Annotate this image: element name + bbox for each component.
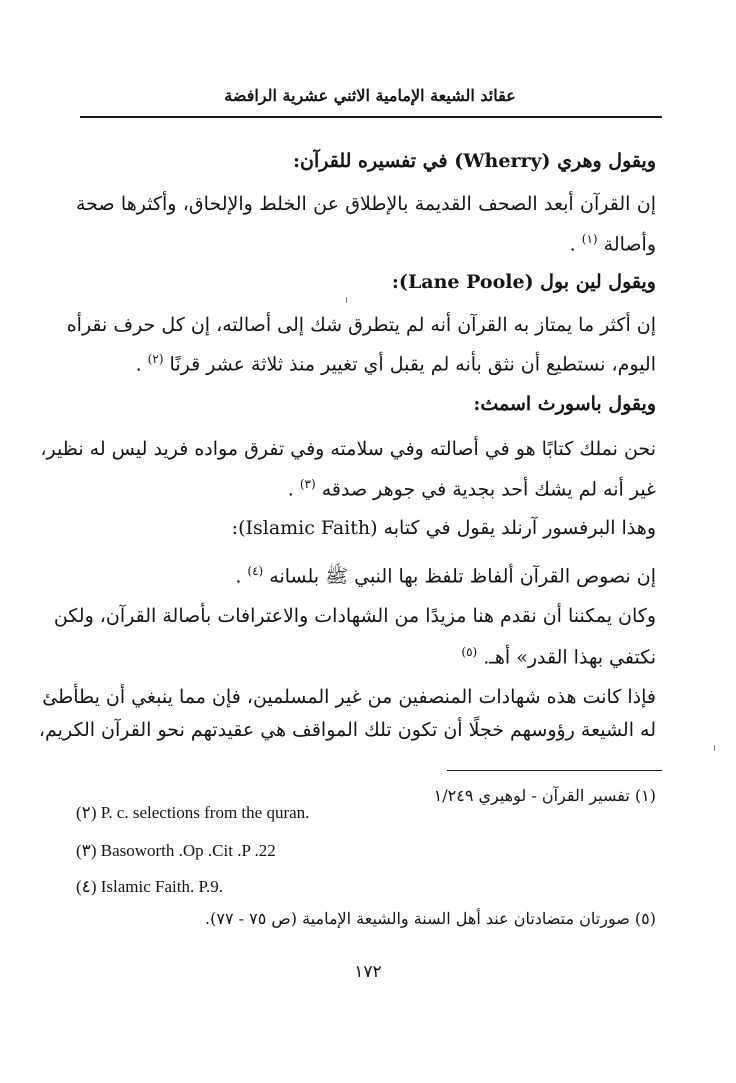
body-line-8: نحن نملك كتابًا هو في أصالته وفي سلامته وفي تفرق مواده فريد ليس له نظير،	[40, 438, 656, 460]
scan-speck	[714, 745, 715, 751]
footnote-1: (١) تفسير القرآن - لوهيري ١/٢٤٩	[433, 786, 656, 805]
body-line-3-text: وأصالة	[603, 233, 656, 256]
footnote-ref-4: (٤)	[247, 564, 264, 578]
period: .	[235, 565, 242, 588]
period: .	[569, 233, 576, 256]
footnote-ref-3: (٣)	[299, 477, 316, 491]
body-line-12: وكان يمكننا أن نقدم هنا مزيدًا من الشهادات والاعترافات بأصالة القرآن، ولكن	[53, 605, 656, 627]
body-line-11	[235, 557, 656, 590]
header-rule	[80, 116, 662, 118]
body-line-1: ويقول وهري (Wherry) في تفسيره للقرآن:	[293, 150, 656, 172]
body-line-6-text: اليوم، نستطيع أن نثق بأنه لم يقبل أي تغيير منذ ثلاثة عشر قرنًا	[169, 353, 656, 376]
body-line-4: ويقول لين بول (Lane Poole):	[391, 271, 656, 293]
page-number: ١٧٢	[354, 962, 382, 982]
period: .	[287, 478, 294, 501]
footnote-4: (٤) Islamic Faith. P.9.	[76, 877, 224, 896]
body-line-13-text: نكتفي بهذا القدر» أهـ.	[483, 646, 656, 669]
footnote-3: (٣) Basoworth .Op .Cit .P .22	[76, 841, 276, 860]
body-line-3	[570, 225, 656, 258]
body-line-9-text: غير أنه لم يشك أحد بجدية في جوهر صدقه	[321, 478, 656, 501]
body-line-14: فإذا كانت هذه شهادات المنصفين من غير المسلمين، فإن مما ينبغي أن يطأطئ	[42, 686, 656, 708]
footnote-2: (٢) P. c. selections from the quran.	[76, 803, 310, 822]
body-line-9	[288, 470, 656, 503]
body-line-11-text: إن نصوص القرآن ألفاظ تلفظ بها النبي ﷺ بلسانه	[269, 565, 656, 588]
body-line-15: له الشيعة رؤوسهم خجلًا أن تكون تلك المواقف هي عقيدتهم نحو القرآن الكريم،	[38, 719, 656, 741]
body-line-10: وهذا البرفسور آرنلد يقول في كتابه (Islamic Faith):	[231, 517, 656, 539]
footnote-ref-2: (٢)	[147, 352, 164, 366]
footnote-rule	[447, 770, 662, 771]
footnote-ref-1: (١)	[581, 232, 598, 246]
body-line-5: إن أكثر ما يمتاز به القرآن أنه لم يتطرق شك إلى أصالته، إن كل حرف نقرأه	[66, 314, 656, 336]
footnote-ref-5: (٥)	[461, 645, 478, 659]
footnote-5: (٥) صورتان متضادتان عند أهل السنة والشيعة الإمامية (ص ٧٥ - ٧٧).	[205, 909, 656, 928]
running-header: عقائد الشيعة الإمامية الاثني عشرية الرافضة	[224, 86, 516, 105]
body-line-6	[136, 345, 656, 378]
body-line-2: إن القرآن أبعد الصحف القديمة بالإطلاق عن الخلط والإلحاق، وأكثرها صحة	[76, 193, 656, 215]
body-line-7: ويقول باسورث اسمث:	[473, 393, 656, 415]
period: .	[135, 353, 142, 376]
body-line-13	[461, 638, 656, 671]
scan-speck	[346, 297, 347, 303]
